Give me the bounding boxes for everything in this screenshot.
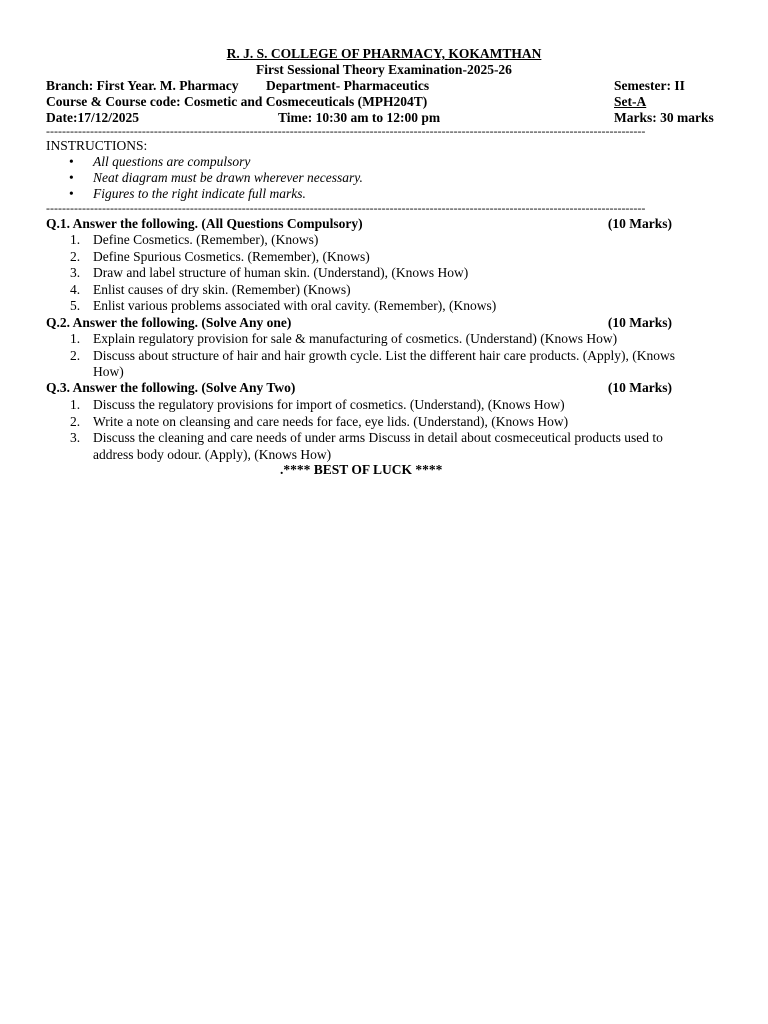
- instruction-item: • Figures to the right indicate full marks.: [69, 186, 306, 201]
- date-row: [46, 110, 718, 126]
- date-label: Date:17/12/2025: [46, 110, 139, 125]
- instructions-title: INSTRUCTIONS:: [46, 138, 148, 153]
- divider-top: ------------------------------------------------------------------------------------------------------------------------------------------------------: [46, 125, 646, 137]
- list-item: 1. Discuss the regulatory provisions for import of cosmetics. (Understand), (Knows How): [70, 397, 565, 412]
- branch-row: [46, 78, 718, 94]
- list-item: 2. Write a note on cleansing and care needs for face, eye lids. (Understand), (Knows How): [70, 413, 569, 429]
- set-label: Set-A: [614, 94, 647, 109]
- list-item: 2. Define Spurious Cosmetics. (Remember), (Knows): [70, 248, 370, 264]
- best-of-luck: .**** BEST OF LUCK ****: [280, 462, 443, 477]
- bullet-icon: •: [69, 170, 74, 185]
- department-label: Department- Pharmaceutics: [266, 78, 430, 93]
- course-row: [46, 94, 718, 110]
- instruction-item: • Neat diagram must be drawn wherever necessary.: [69, 170, 363, 185]
- divider-middle: ------------------------------------------------------------------------------------------------------------------------------------------------------: [46, 202, 646, 214]
- exam-title: First Sessional Theory Examination-2025-26: [256, 62, 512, 77]
- list-item: 1. Define Cosmetics. (Remember), (Knows): [70, 232, 319, 247]
- question-2-heading: Q.2. Answer the following. (Solve Any one) (10 Marks): [46, 315, 672, 330]
- semester-label: Semester: II: [614, 78, 685, 93]
- question-1-marks: (10 Marks): [607, 216, 672, 231]
- question-1-heading: Q.1. Answer the following. (All Questions Compulsory) (10 Marks): [46, 216, 672, 231]
- question-2-marks: (10 Marks): [607, 315, 672, 330]
- list-item: 4. Enlist causes of dry skin. (Remember) (Knows): [70, 281, 351, 297]
- question-3-heading: Q.3. Answer the following. (Solve Any Two) (10 Marks): [46, 380, 672, 395]
- question-1-list: [46, 232, 706, 315]
- question-2-list: [46, 331, 706, 381]
- instruction-item: • All questions are compulsory: [69, 154, 251, 169]
- question-3-marks: (10 Marks): [607, 380, 672, 395]
- college-name: R. J. S. COLLEGE OF PHARMACY, KOKAMTHAN: [226, 46, 542, 61]
- list-item: 1. Explain regulatory provision for sale & manufacturing of cosmetics. (Understand) (Knows How): [70, 331, 618, 346]
- question-3-list: [46, 397, 706, 463]
- list-item: 3. Discuss the cleaning and care needs of under arms Discuss in detail about cosmeceutical products used to address body odour. (Apply), (Knows How): [70, 430, 663, 462]
- bullet-icon: •: [69, 154, 74, 169]
- list-item: 5. Enlist various problems associated with oral cavity. (Remember), (Knows): [70, 298, 497, 313]
- list-item: 3. Draw and label structure of human skin. (Understand), (Knows How): [70, 265, 469, 280]
- bullet-icon: •: [69, 186, 74, 201]
- time-label: Time: 10:30 am to 12:00 pm: [278, 110, 441, 125]
- course-label: Course & Course code: Cosmetic and Cosmeceuticals (MPH204T): [46, 94, 428, 109]
- instructions-list: [46, 154, 363, 202]
- list-item: 2. Discuss about structure of hair and hair growth cycle. List the different hair care products. (Apply), (Knows How): [70, 347, 675, 379]
- branch-label: Branch: First Year. M. Pharmacy: [46, 78, 239, 93]
- marks-label: Marks: 30 marks: [614, 110, 714, 125]
